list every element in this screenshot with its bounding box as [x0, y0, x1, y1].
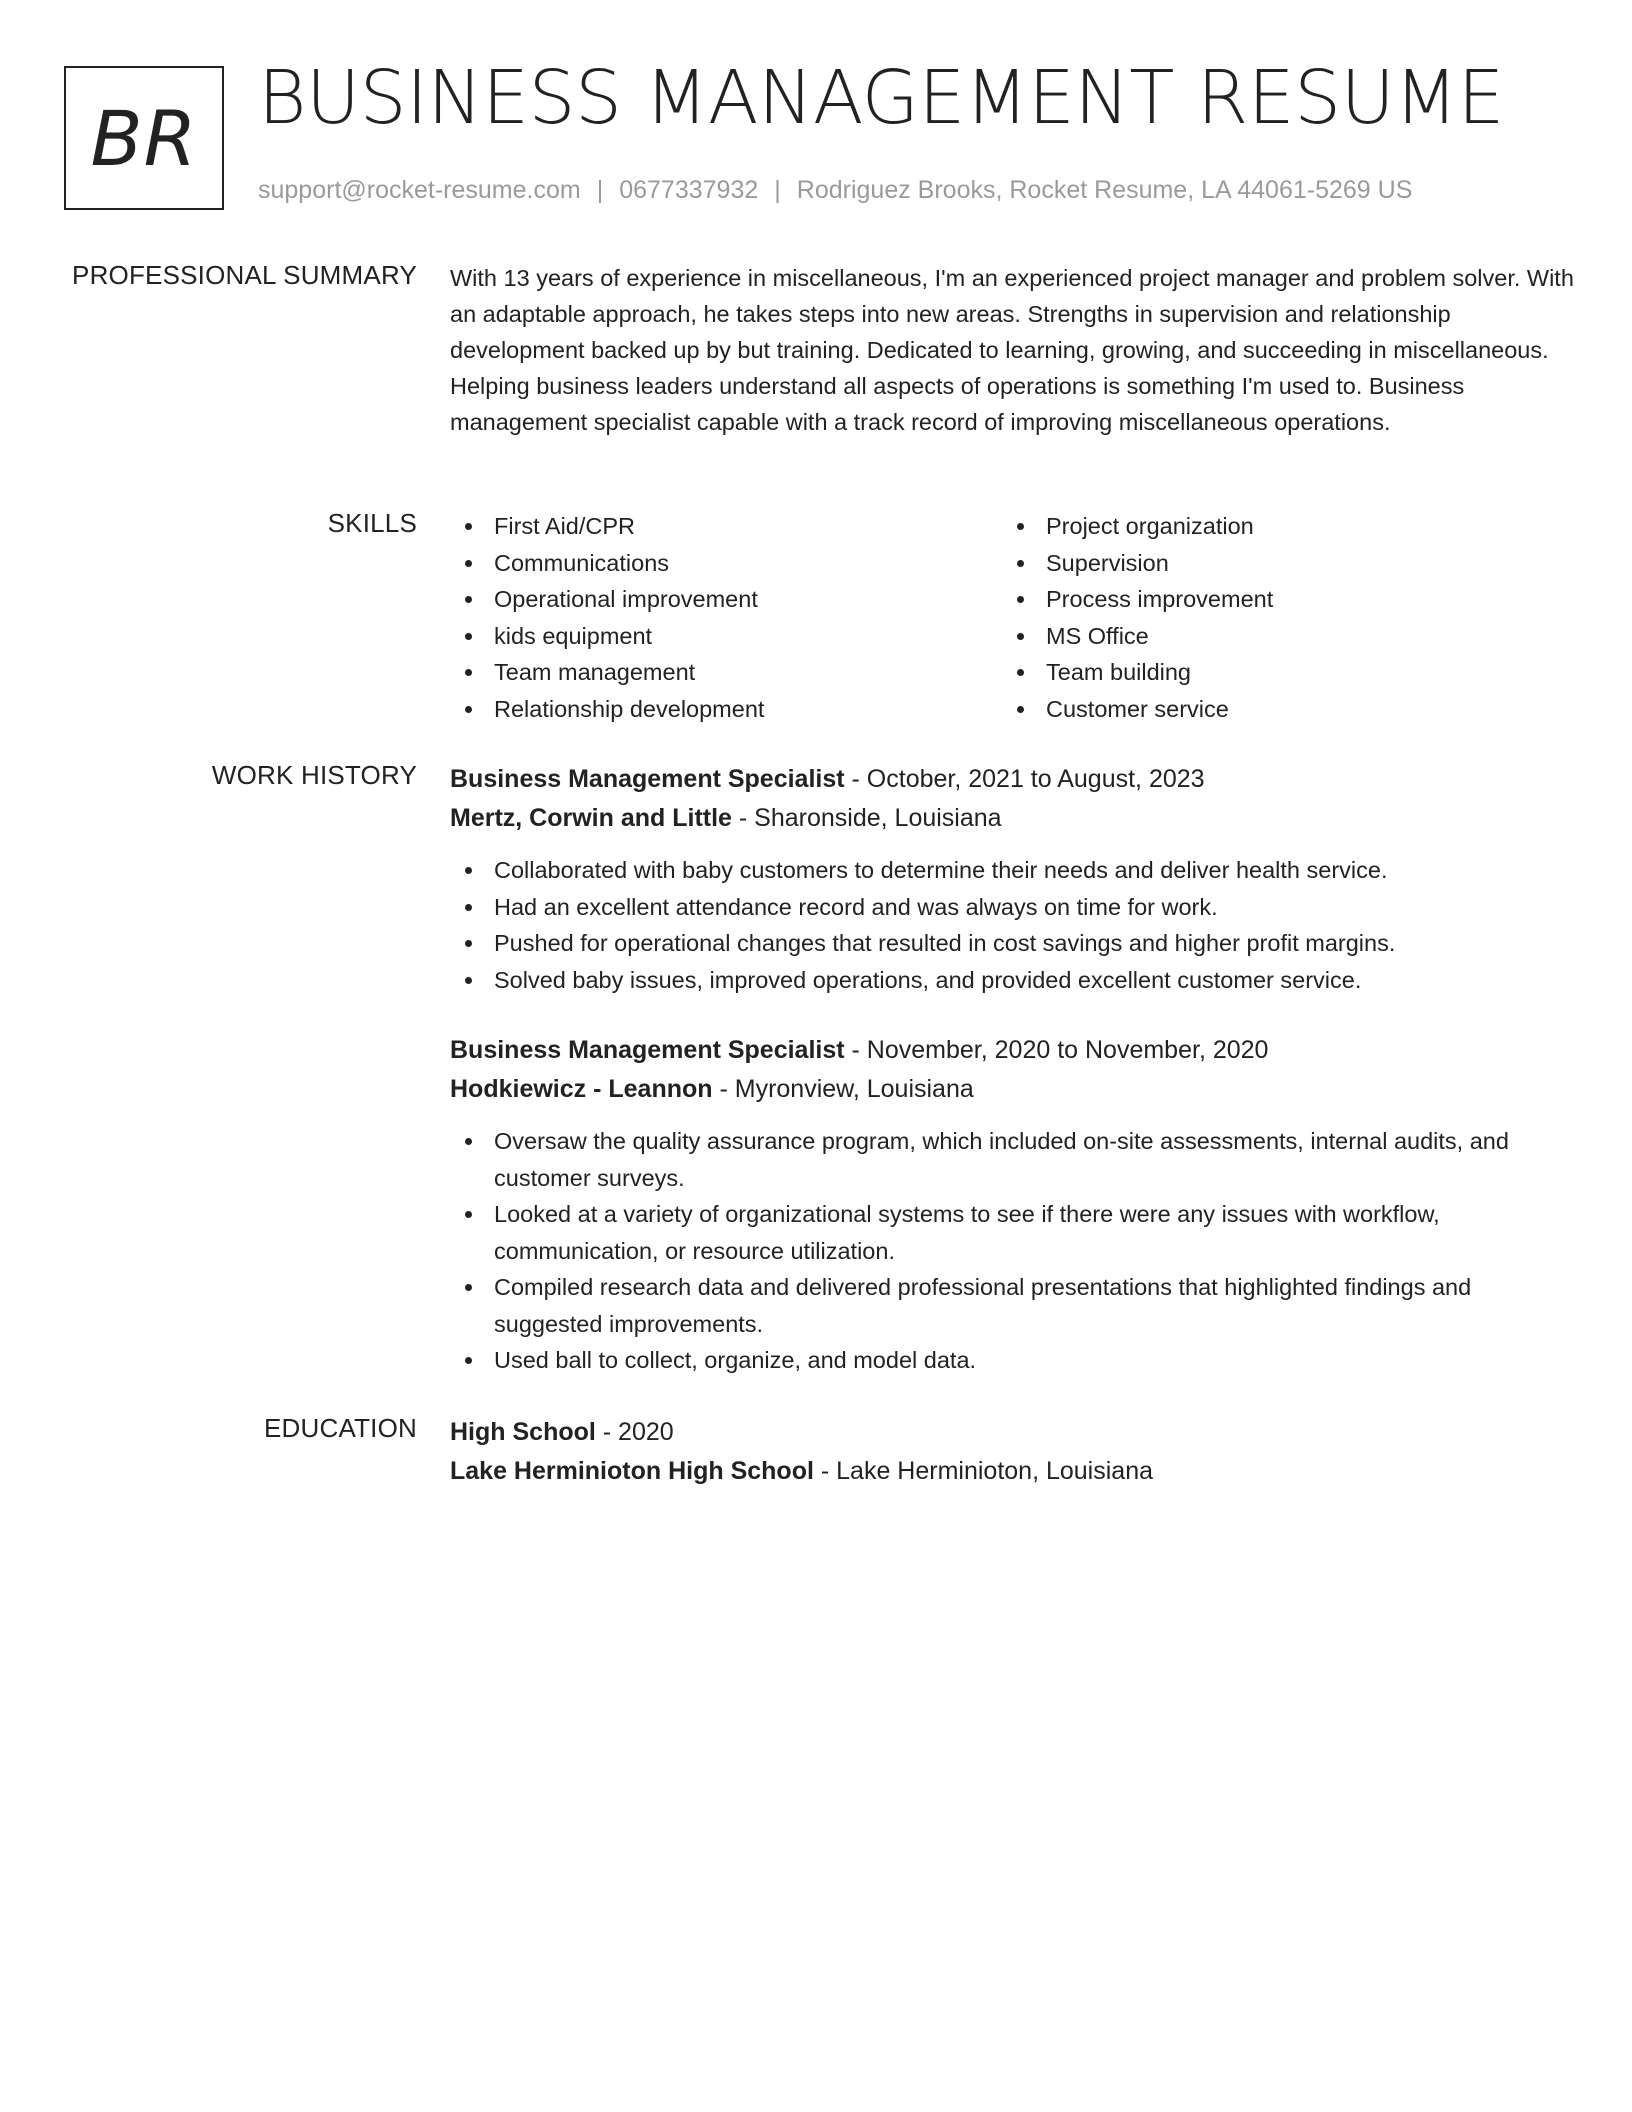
skill-item: Team management [450, 654, 1002, 691]
education-entry [450, 1413, 1575, 1491]
section-label-skills: SKILLS [327, 508, 417, 538]
education-degree-line [450, 1413, 1575, 1452]
skills-columns [450, 508, 1575, 727]
skills-list-right [1002, 508, 1554, 727]
job-bullet: Looked at a variety of organizational systems to see if there were any issues with workflow, communication, or resource utilization. [450, 1196, 1575, 1269]
job-location: - Myronview, Louisiana [712, 1075, 974, 1103]
section-label-education: EDUCATION [264, 1413, 417, 1443]
skill-item: Project organization [1002, 508, 1554, 545]
contact-email: support@rocket-resume.com [258, 176, 581, 204]
job-bullets [450, 1123, 1575, 1379]
skill-item: Operational improvement [450, 581, 1002, 618]
job-entry [450, 760, 1575, 998]
job-dates: - October, 2021 to August, 2023 [844, 765, 1205, 793]
contact-separator: | [596, 176, 604, 204]
initials-monogram [64, 66, 224, 210]
contact-address: Rodriguez Brooks, Rocket Resume, LA 44061-5269 US [796, 176, 1413, 204]
job-bullet: Had an excellent attendance record and was always on time for work. [450, 889, 1575, 926]
job-bullet: Solved baby issues, improved operations, and provided excellent customer service. [450, 962, 1575, 999]
skill-item: Process improvement [1002, 581, 1554, 618]
job-company-line [450, 1070, 1575, 1109]
job-title-line [450, 760, 1575, 799]
education-location: - Lake Herminioton, Louisiana [813, 1457, 1153, 1485]
job-bullet: Oversaw the quality assurance program, which included on-site assessments, internal audits, and customer surveys. [450, 1123, 1575, 1196]
job-company: Hodkiewicz - Leannon [450, 1075, 713, 1103]
section-label-work: WORK HISTORY [211, 760, 417, 790]
summary-text: With 13 years of experience in miscellaneous, I'm an experienced project manager and problem solver. With an adaptable approach, he takes steps into new areas. Strengths in supervision and relationship development backed up by but training. Dedicated to learning, growing, and succeeding in miscellaneous. Helping business leaders understand all aspects of operations is something I'm used to. Business management specialist capable with a track record of improving miscellaneous operations. [450, 265, 1574, 435]
job-title: Business Management Specialist [450, 1036, 845, 1064]
job-title-line [450, 1031, 1575, 1070]
initials-text: BR [90, 93, 198, 183]
education-degree: High School [450, 1418, 596, 1446]
job-title: Business Management Specialist [450, 765, 845, 793]
job-entry [450, 1031, 1575, 1379]
contact-line [258, 176, 1412, 205]
job-location: - Sharonside, Louisiana [731, 804, 1002, 832]
skill-item: Communications [450, 545, 1002, 582]
education-school: Lake Herminioton High School [450, 1457, 814, 1485]
skill-item: Supervision [1002, 545, 1554, 582]
section-label-summary: PROFESSIONAL SUMMARY [72, 260, 417, 290]
skill-item: Customer service [1002, 691, 1554, 728]
skill-item: Relationship development [450, 691, 1002, 728]
education-year: - 2020 [595, 1418, 674, 1446]
skill-item: kids equipment [450, 618, 1002, 655]
skill-item: MS Office [1002, 618, 1554, 655]
skill-item: Team building [1002, 654, 1554, 691]
job-company: Mertz, Corwin and Little [450, 804, 732, 832]
job-bullets [450, 852, 1575, 998]
job-bullet: Compiled research data and delivered professional presentations that highlighted findings and suggested improvements. [450, 1269, 1575, 1342]
contact-phone: 0677337932 [619, 176, 759, 204]
job-bullet: Pushed for operational changes that resulted in cost savings and higher profit margins. [450, 925, 1575, 962]
skills-list-left [450, 508, 1002, 727]
contact-separator: | [774, 176, 781, 204]
skill-item: First Aid/CPR [450, 508, 1002, 545]
job-dates: - November, 2020 to November, 2020 [844, 1036, 1269, 1064]
education-school-line [450, 1452, 1575, 1491]
job-company-line [450, 799, 1575, 838]
job-bullet: Used ball to collect, organize, and model data. [450, 1342, 1575, 1379]
resume-title: BUSINESS MANAGEMENT RESUME [258, 55, 1504, 141]
job-bullet: Collaborated with baby customers to determine their needs and deliver health service. [450, 852, 1575, 889]
